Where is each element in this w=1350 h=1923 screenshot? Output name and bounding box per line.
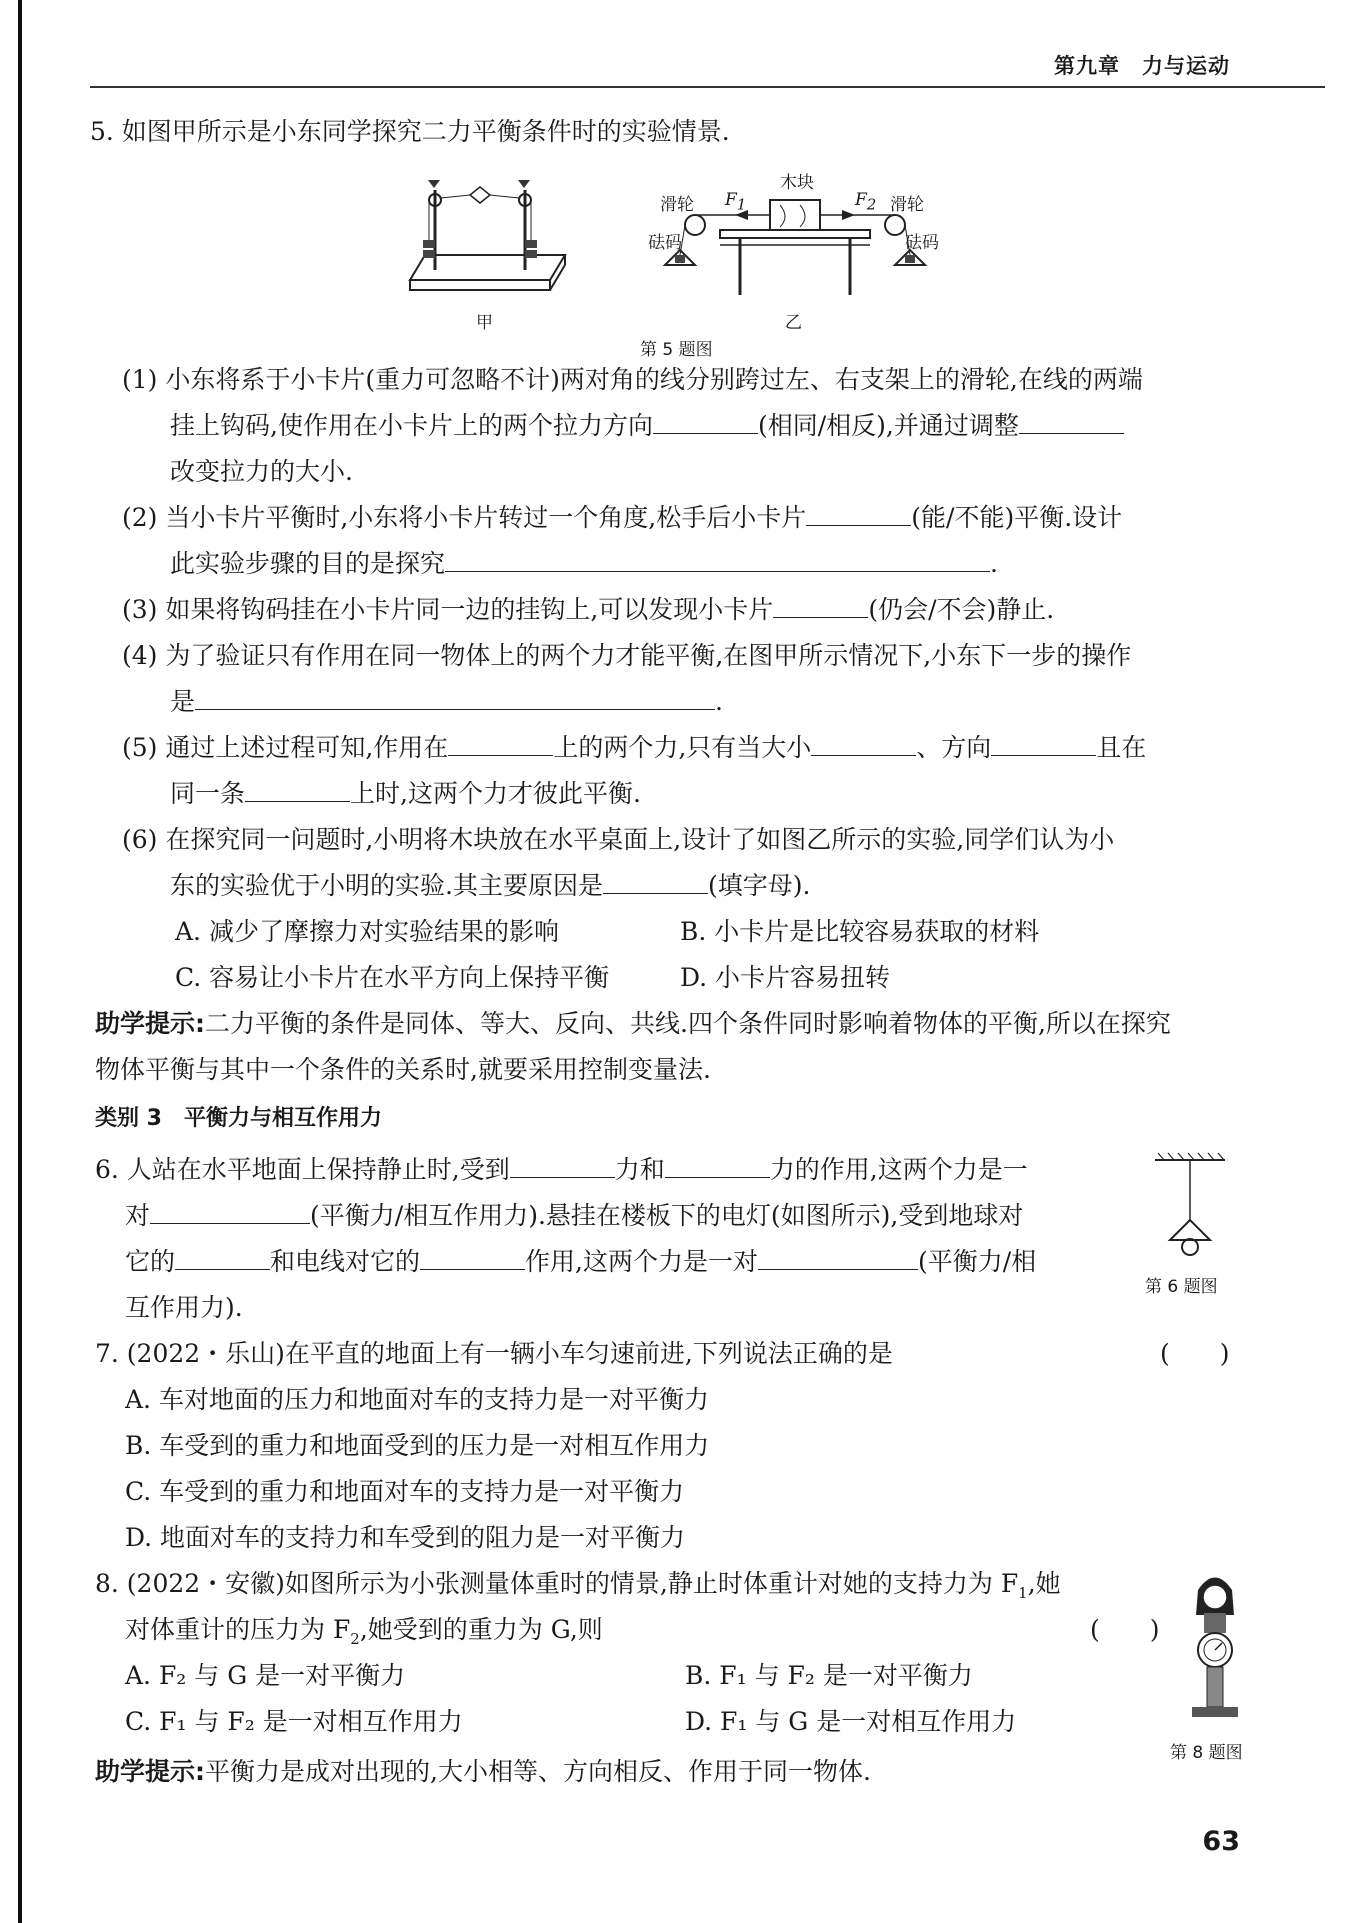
q8-option-a[interactable]: A. F₂ 与 G 是一对平衡力 (125, 1661, 406, 1690)
blank[interactable] (195, 685, 715, 710)
label-pulley-right: 滑轮 (890, 195, 924, 215)
q5-s5-line1: (5) 通过上述过程可知,作用在 上的两个力,只有当大小 、方向 且在 (122, 733, 1147, 762)
blank[interactable] (448, 731, 553, 756)
q5-s4-line2: 是 . (170, 687, 723, 716)
blank[interactable] (665, 1153, 770, 1178)
q6-line2: 对 (平衡力/相互作用力).悬挂在楼板下的电灯(如图所示),受到地球对 (125, 1201, 1024, 1230)
blank[interactable] (603, 869, 708, 894)
blank[interactable] (653, 409, 758, 434)
figure-5-caption: 第 5 题图 (640, 340, 713, 360)
q8-option-b[interactable]: B. F₁ 与 F₂ 是一对平衡力 (685, 1661, 973, 1690)
blank[interactable] (175, 1245, 270, 1270)
label-f1: $F_1$ (725, 190, 747, 214)
q7-option-c[interactable]: C. 车受到的重力和地面对车的支持力是一对平衡力 (125, 1477, 685, 1506)
label-pulley-left: 滑轮 (660, 195, 694, 215)
q5-s1-line1: (1) 小东将系于小卡片(重力可忽略不计)两对角的线分别跨过左、右支架上的滑轮,在线的两端 (122, 365, 1143, 394)
q7-option-d[interactable]: D. 地面对车的支持力和车受到的阻力是一对平衡力 (125, 1523, 686, 1552)
q8-line1: 8. (2022・安徽)如图所示为小张测量体重时的情景,静止时体重计对她的支持力为 $F_1$,她 (95, 1569, 1061, 1602)
q7-option-b[interactable]: B. 车受到的重力和地面受到的压力是一对相互作用力 (125, 1431, 710, 1460)
page-number: 63 (1202, 1826, 1240, 1857)
chapter-header (90, 46, 1325, 88)
q5-s6-line2: 东的实验优于小明的实验.其主要原因是 (填字母). (170, 871, 811, 900)
q5-s2-line1: (2) 当小卡片平衡时,小东将小卡片转过一个角度,松手后小卡片 (能/不能)平衡.设计 (122, 503, 1123, 532)
label-f2: $F_2$ (855, 190, 877, 214)
q5-stem: 5. 如图甲所示是小东同学探究二力平衡条件时的实验情景. (90, 117, 730, 146)
q8-line2: 对体重计的压力为 $F_2$,她受到的重力为 G,则 (125, 1615, 603, 1648)
figure-label-yi: 乙 (785, 313, 802, 333)
q5-option-b[interactable]: B. 小卡片是比较容易获取的材料 (680, 917, 1040, 946)
hint-1-line2: 物体平衡与其中一个条件的关系时,就要采用控制变量法. (95, 1055, 711, 1084)
q5-s1-line3: 改变拉力的大小. (170, 457, 353, 486)
blank[interactable] (806, 501, 911, 526)
figure-8-caption: 第 8 题图 (1170, 1743, 1243, 1763)
blank[interactable] (150, 1199, 310, 1224)
q7-option-a[interactable]: A. 车对地面的压力和地面对车的支持力是一对平衡力 (125, 1385, 709, 1414)
q5-option-a[interactable]: A. 减少了摩擦力对实验结果的影响 (175, 917, 559, 946)
blank[interactable] (420, 1245, 525, 1270)
q7-stem: 7. (2022・乐山)在平直的地面上有一辆小车匀速前进,下列说法正确的是 (95, 1339, 893, 1368)
blank[interactable] (245, 777, 350, 802)
q5-s3: (3) 如果将钩码挂在小卡片同一边的挂钩上,可以发现小卡片 (仍会/不会)静止. (122, 595, 1055, 624)
blank[interactable] (811, 731, 916, 756)
blank[interactable] (991, 731, 1096, 756)
q8-option-d[interactable]: D. F₁ 与 G 是一对相互作用力 (685, 1707, 1017, 1736)
label-wood-block: 木块 (780, 173, 814, 193)
q6-line1: 6. 人站在水平地面上保持静止时,受到 力和 力的作用,这两个力是一 (95, 1155, 1028, 1184)
q5-s1-line2: 挂上钩码,使作用在小卡片上的两个拉力方向 (相同/相反),并通过调整 (170, 409, 1124, 443)
q5-option-c[interactable]: C. 容易让小卡片在水平方向上保持平衡 (175, 963, 610, 992)
q5-option-d[interactable]: D. 小卡片容易扭转 (680, 963, 891, 992)
q8-answer-paren[interactable]: ( ) (1090, 1615, 1160, 1644)
blank[interactable] (510, 1153, 615, 1178)
q6-line4: 互作用力). (125, 1293, 243, 1322)
figure-label-jia: 甲 (476, 313, 493, 333)
figure-6-lamp (1150, 1150, 1230, 1265)
q8-option-c[interactable]: C. F₁ 与 F₂ 是一对相互作用力 (125, 1707, 463, 1736)
q7-answer-paren[interactable]: ( ) (1160, 1339, 1230, 1368)
q5-s5-line2: 同一条 上时,这两个力才彼此平衡. (170, 779, 641, 808)
page-binding-edge (18, 0, 22, 1923)
q5-s4-line1: (4) 为了验证只有作用在同一物体上的两个力才能平衡,在图甲所示情况下,小东下一步的操作 (122, 641, 1132, 670)
figure-8-scale (1180, 1565, 1250, 1735)
q5-s6-line1: (6) 在探究同一问题时,小明将木块放在水平桌面上,设计了如图乙所示的实验,同学们认为小 (122, 825, 1115, 854)
blank[interactable] (758, 1245, 918, 1270)
hint-2: 助学提示:平衡力是成对出现的,大小相等、方向相反、作用于同一物体. (95, 1757, 871, 1786)
figure-5-jia (395, 170, 570, 305)
label-weight-left: 砝码 (648, 233, 682, 253)
label-weight-right: 砝码 (905, 233, 939, 253)
hint-1-line1: 助学提示:二力平衡的条件是同体、等大、反向、共线.四个条件同时影响着物体的平衡,所以在探究 (95, 1009, 1171, 1038)
q6-line3: 它的 和电线对它的 作用,这两个力是一对 (平衡力/相 (125, 1247, 1037, 1276)
chapter-title: 第九章 力与运动 (1054, 54, 1230, 78)
figure-6-caption: 第 6 题图 (1145, 1277, 1218, 1297)
blank[interactable] (773, 593, 868, 618)
section-3-title: 类别 3 平衡力与相互作用力 (95, 1106, 382, 1131)
q5-s2-line2: 此实验步骤的目的是探究 . (170, 549, 998, 578)
blank[interactable] (1019, 409, 1124, 434)
blank[interactable] (445, 547, 990, 572)
